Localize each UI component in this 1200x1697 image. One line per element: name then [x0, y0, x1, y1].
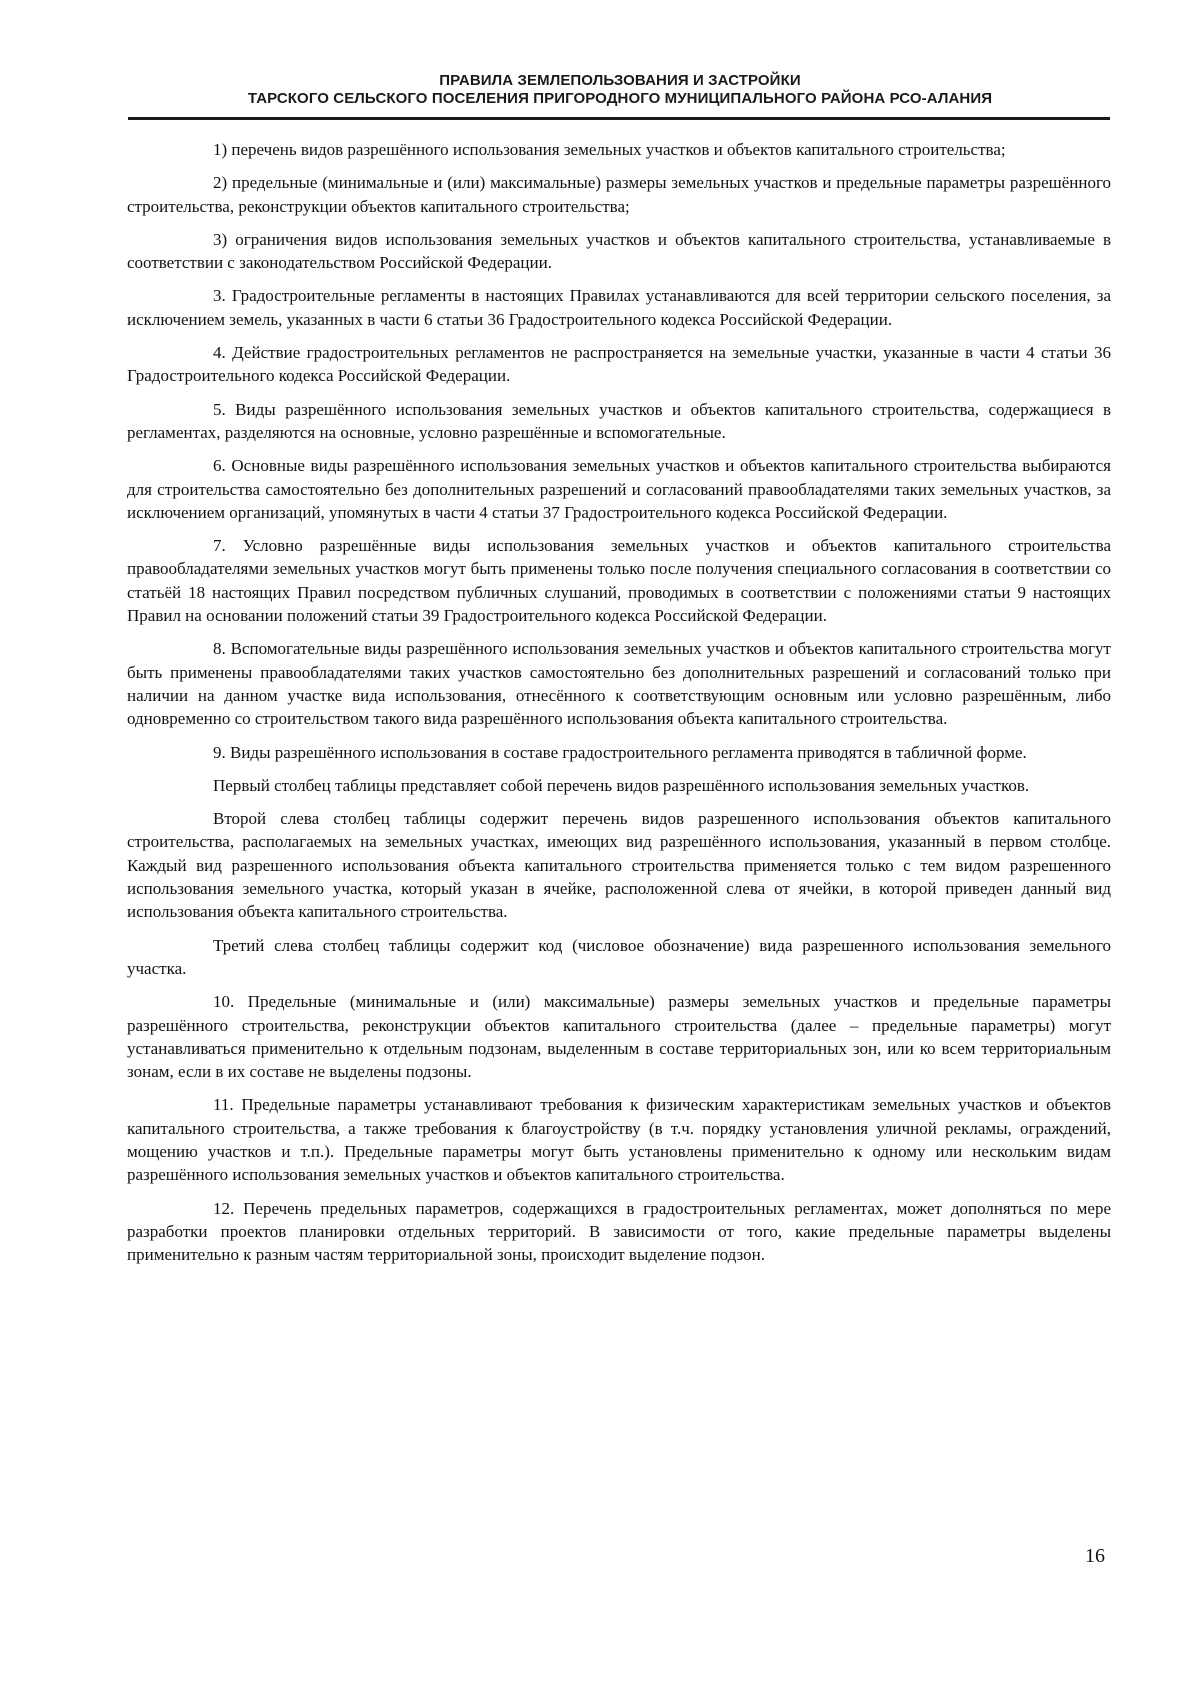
paragraph: 2) предельные (минимальные и (или) максимальные) размеры земельных участков и предельные параметры разрешённого строительства, реконструкции объектов капитального строительства; [127, 173, 1111, 216]
paragraph: Первый столбец таблицы представляет собой перечень видов разрешённого использования земельных участков. [213, 775, 1030, 795]
paragraph: 8. Вспомогательные виды разрешённого использования земельных участков и объектов капитального строительства могут быть применены правообладателями таких участков самостоятельно без дополнительных разрешений и согласований только при наличии на данном участке вида использования, отнесённого к соответствующим основным или условно разрешённым, либо одновременно со строительством такого вида разрешённого использования объекта капитального строительства. [127, 639, 1111, 729]
header-line-1: ПРАВИЛА ЗЕМЛЕПОЛЬЗОВАНИЯ И ЗАСТРОЙКИ [439, 72, 801, 89]
paragraph: 3) ограничения видов использования земельных участков и объектов капитального строительства, устанавливаемые в соответствии с законодательством Российской Федерации. [127, 229, 1111, 273]
paragraph: 4. Действие градостроительных регламентов не распространяется на земельные участки, указанные в части 4 статьи 36 Градостроительного кодекса Российской Федерации. [127, 343, 1111, 386]
paragraph: 7. Условно разрешённые виды использования земельных участков и объектов капитального строительства правообладателями земельных участков могут быть применены только после получения специального согласования в соответствии со статьёй 18 настоящих Правил посредством публичных слушаний, проводимых в соответствии с положениями статьи 9 настоящих Правил на основании положений статьи 39 Градостроительного кодекса Российской Федерации. [127, 536, 1111, 626]
paragraph: 10. Предельные (минимальные и (или) максимальные) размеры земельных участков и предельные параметры разрешённого строительства, реконструкции объектов капитального строительства (далее – предельные параметры) могут устанавливаться применительно к отдельным подзонам, выделенным в составе территориальных зон, или ко всем территориальным зонам, если в их составе не выделены подзоны. [127, 992, 1111, 1082]
header-rule [128, 117, 1110, 120]
paragraph: 1) перечень видов разрешённого использования земельных участков и объектов капитального строительства; [213, 140, 1006, 159]
paragraph: Второй слева столбец таблицы содержит перечень видов разрешенного использования объектов капитального строительства, располагаемых на земельных участках, имеющих вид разрешённого использования, указанный в первом столбце. Каждый вид разрешенного использования объекта капитального строительства применяется только с тем видом разрешенного использования земельного участка, который указан в ячейке, расположенной слева от ячейки, в которой приведен данный вид использования объекта капитального строительства. [127, 809, 1111, 922]
body-text [127, 138, 1111, 1276]
paragraph: 5. Виды разрешённого использования земельных участков и объектов капитального строительства, содержащиеся в регламентах, разделяются на основные, условно разрешённые и вспомогательные. [127, 399, 1111, 442]
paragraph: 11. Предельные параметры устанавливают требования к физическим характеристикам земельных участков и объектов капитального строительства, а также требования к благоустройству (в т.ч. порядку установления уличной рекламы, ограждений, мощению участков и т.п.). Предельные параметры могут быть установлены применительно к одному или нескольким видам разрешённого использования земельных участков и объектов капитального строительства. [127, 1095, 1111, 1185]
paragraph: 9. Виды разрешённого использования в составе градостроительного регламента приводятся в табличной форме. [213, 742, 1027, 762]
paragraph: 3. Градостроительные регламенты в настоящих Правилах устанавливаются для всей территории сельского поселения, за исключением земель, указанных в части 6 статьи 36 Градостроительного кодекса Российской Федерации. [127, 286, 1111, 329]
paragraph: Третий слева столбец таблицы содержит код (числовое обозначение) вида разрешенного использования земельного участка. [127, 935, 1111, 978]
running-header [130, 72, 1110, 108]
page-number: 16 [1085, 1545, 1105, 1567]
header-line-2: ТАРСКОГО СЕЛЬСКОГО ПОСЕЛЕНИЯ ПРИГОРОДНОГО МУНИЦИПАЛЬНОГО РАЙОНА РСО-АЛАНИЯ [247, 90, 993, 107]
paragraph: 6. Основные виды разрешённого использования земельных участков и объектов капитального строительства выбираются для строительства самостоятельно без дополнительных разрешений и согласований правообладателями таких земельных участков, за исключением организаций, упомянутых в части 4 статьи 37 Градостроительного кодекса Российской Федерации. [127, 456, 1111, 522]
paragraph: 12. Перечень предельных параметров, содержащихся в градостроительных регламентах, может дополняться по мере разработки проектов планировки отдельных территорий. В зависимости от того, какие предельные параметры выделены применительно к разным частям территориальной зоны, происходит выделение подзон. [127, 1198, 1111, 1265]
